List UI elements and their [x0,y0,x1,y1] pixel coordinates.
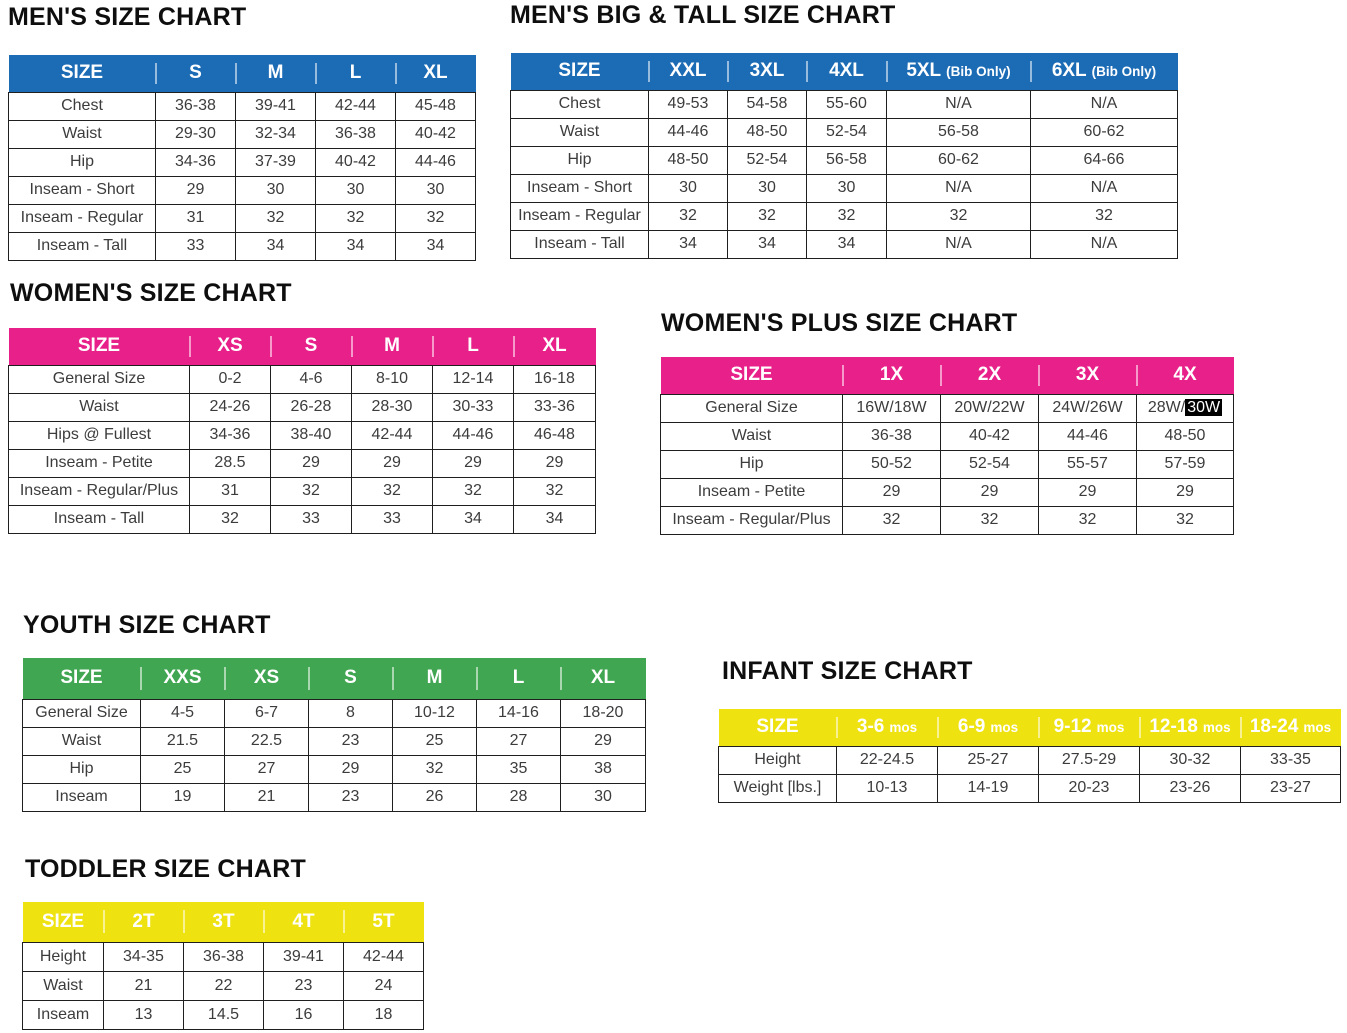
value-cell: 16-18 [514,365,596,393]
value-cell: 6-7 [225,699,309,727]
row-label-cell: Inseam - Petite [661,478,843,506]
value-cell: 30-32 [1140,746,1241,774]
value-cell: 33 [352,505,433,533]
value-cell: 44-46 [396,148,476,176]
table-row [719,746,1341,774]
table-row [511,146,1178,174]
value-cell: 35 [477,755,561,783]
value-cell: 34-36 [190,421,271,449]
header-sublabel: (Bib Only) [1091,64,1157,80]
table-row [9,477,596,505]
value-cell: 38-40 [271,421,352,449]
header-cell: 5T [344,902,424,942]
header-cell: M [236,55,316,92]
table-row [9,148,476,176]
value-cell: 40-42 [396,120,476,148]
header-sublabel: mos [990,720,1019,736]
value-cell: 32 [352,477,433,505]
value-cell: 25 [141,755,225,783]
value-cell: 23-27 [1241,774,1341,802]
value-cell: 32 [236,204,316,232]
value-cell: N/A [887,90,1031,118]
row-label-cell: Hip [511,146,649,174]
row-label-cell: Hip [23,755,141,783]
row-label-cell: Inseam [23,1000,104,1029]
header-cell: M [352,328,433,365]
value-cell: 8 [309,699,393,727]
header-cell: 2X [941,357,1039,394]
value-cell: 60-62 [1031,118,1178,146]
value-cell: 33 [156,232,236,260]
header-sublabel: mos [1096,720,1125,736]
value-cell: 32 [887,202,1031,230]
value-cell: 30-33 [433,393,514,421]
header-cell: SIZE [23,902,104,942]
value-cell: 29 [271,449,352,477]
table-row [661,394,1234,422]
header-row [511,53,1178,90]
header-cell: S [309,658,393,699]
value-cell: 32 [941,506,1039,534]
header-cell: SIZE [9,55,156,92]
header-label: 6XL [1051,60,1087,82]
value-cell: 29 [843,478,941,506]
row-label-cell: Inseam - Regular/Plus [661,506,843,534]
value-cell: 23 [309,727,393,755]
header-cell [807,53,887,90]
value-cell: 56-58 [807,146,887,174]
value-cell: 29 [941,478,1039,506]
row-label-cell: Chest [9,92,156,120]
value-cell: 34 [807,230,887,258]
value-cell: 52-54 [941,450,1039,478]
table-row [661,478,1234,506]
value-cell: 36-38 [843,422,941,450]
value-cell: 32 [807,202,887,230]
row-label-cell: Inseam [23,783,141,811]
value-cell: 33-36 [514,393,596,421]
value-cell: 32 [433,477,514,505]
value-cell: 4-6 [271,365,352,393]
value-cell: 46-48 [514,421,596,449]
value-cell: 45-48 [396,92,476,120]
value-cell: 14-16 [477,699,561,727]
value-cell: 42-44 [316,92,396,120]
header-cell: S [271,328,352,365]
value-cell: 39-41 [236,92,316,120]
table-row [511,90,1178,118]
value-cell: 49-53 [649,90,728,118]
value-cell: 34 [316,232,396,260]
size-value-prefix: 28W/ [1147,399,1186,416]
value-cell: 8-10 [352,365,433,393]
value-cell: 13 [104,1000,184,1029]
row-label-cell: Inseam - Regular [511,202,649,230]
value-cell: 55-60 [807,90,887,118]
value-cell: 30 [728,174,807,202]
infant-size-table [718,709,1341,803]
value-cell: 26-28 [271,393,352,421]
value-cell: 21 [104,971,184,1000]
womens-size-table [8,328,596,534]
value-cell: 16 [264,1000,344,1029]
toddler-chart-title: TODDLER SIZE CHART [25,855,306,883]
value-cell: 29 [352,449,433,477]
value-cell: 10-12 [393,699,477,727]
row-label-cell: Inseam - Regular/Plus [9,477,190,505]
value-cell: 30 [561,783,646,811]
header-cell: XL [561,658,646,699]
header-cell [1241,709,1341,746]
value-cell: 42-44 [344,942,424,971]
row-label-cell: Waist [511,118,649,146]
header-label: XXL [669,60,707,82]
value-cell: 31 [156,204,236,232]
header-cell [837,709,938,746]
row-label-cell: Height [23,942,104,971]
table-row [23,942,424,971]
value-cell: 31 [190,477,271,505]
header-label: 12-18 [1149,716,1198,738]
header-cell: 1X [843,357,941,394]
value-cell: 40-42 [941,422,1039,450]
mens-chart-title: MEN'S SIZE CHART [8,3,247,31]
womens-plus-size-table [660,357,1234,535]
value-cell: 32 [393,755,477,783]
womens-chart-title: WOMEN'S SIZE CHART [10,279,292,307]
value-cell [1137,394,1234,422]
value-cell: 30 [236,176,316,204]
header-cell [1140,709,1241,746]
header-cell: 2T [104,902,184,942]
value-cell: N/A [1031,174,1178,202]
header-cell [511,53,649,90]
value-cell: 22-24.5 [837,746,938,774]
value-cell: 28-30 [352,393,433,421]
value-cell: 33 [271,505,352,533]
row-label-cell: Hip [661,450,843,478]
header-cell [887,53,1031,90]
header-label: SIZE [756,716,799,738]
table-row [661,506,1234,534]
table-row [661,422,1234,450]
header-cell: 4X [1137,357,1234,394]
value-cell: 10-13 [837,774,938,802]
value-cell: 54-58 [728,90,807,118]
value-cell: 32-34 [236,120,316,148]
value-cell: 30 [316,176,396,204]
header-label: 5XL [906,60,942,82]
table-row [511,230,1178,258]
value-cell: 29-30 [156,120,236,148]
table-row [9,505,596,533]
header-cell: SIZE [661,357,843,394]
row-label-cell: Waist [661,422,843,450]
header-row [661,357,1234,394]
value-cell: 0-2 [190,365,271,393]
header-cell: XXS [141,658,225,699]
row-label-cell: Chest [511,90,649,118]
value-cell: 50-52 [843,450,941,478]
value-cell: 24 [344,971,424,1000]
table-row [9,232,476,260]
youth-chart-title: YOUTH SIZE CHART [23,611,271,639]
table-row [661,450,1234,478]
header-label: 4XL [829,60,864,82]
table-row [9,449,596,477]
value-cell: 34 [433,505,514,533]
header-row [23,658,646,699]
header-cell [728,53,807,90]
value-cell: 27 [477,727,561,755]
header-label: 6-9 [957,716,986,738]
youth-size-table [22,658,646,812]
value-cell: 19 [141,783,225,811]
table-row [23,971,424,1000]
value-cell: 48-50 [728,118,807,146]
header-sublabel: (Bib Only) [946,64,1011,80]
value-cell: 52-54 [728,146,807,174]
row-label-cell: Inseam - Petite [9,449,190,477]
row-label-cell: Height [719,746,837,774]
header-cell: XL [396,55,476,92]
value-cell: 32 [514,477,596,505]
header-cell: 3T [184,902,264,942]
table-row [23,755,646,783]
row-label-cell: Inseam - Regular [9,204,156,232]
table-row [511,118,1178,146]
highlighted-size-value: 30W [1187,399,1221,416]
value-cell: 32 [649,202,728,230]
row-label-cell: Inseam - Tall [511,230,649,258]
header-label: 3-6 [856,716,885,738]
table-row [9,204,476,232]
value-cell: 32 [271,477,352,505]
value-cell: 64-66 [1031,146,1178,174]
value-cell: 52-54 [807,118,887,146]
value-cell: 29 [156,176,236,204]
value-cell: 12-14 [433,365,514,393]
value-cell: 32 [1039,506,1137,534]
header-cell: SIZE [23,658,141,699]
value-cell: 29 [514,449,596,477]
value-cell: 34 [236,232,316,260]
value-cell: 34 [728,230,807,258]
value-cell: 34 [396,232,476,260]
header-label: 3XL [749,60,785,82]
table-row [23,1000,424,1029]
row-label-cell: Hips @ Fullest [9,421,190,449]
header-row [719,709,1341,746]
value-cell: N/A [887,174,1031,202]
value-cell: 18-20 [561,699,646,727]
row-label-cell: Inseam - Short [9,176,156,204]
value-cell: 29 [1137,478,1234,506]
header-cell: XS [190,328,271,365]
row-label-cell: Inseam - Tall [9,505,190,533]
value-cell: 32 [316,204,396,232]
table-row [9,421,596,449]
value-cell: 22 [184,971,264,1000]
row-label-cell: General Size [23,699,141,727]
toddler-size-table [22,902,424,1030]
value-cell: 4-5 [141,699,225,727]
value-cell: 32 [728,202,807,230]
value-cell: 32 [1137,506,1234,534]
value-cell: 37-39 [236,148,316,176]
header-row [23,902,424,942]
value-cell: N/A [1031,230,1178,258]
header-sublabel: mos [1202,720,1231,736]
row-label-cell: Waist [9,120,156,148]
header-cell: SIZE [9,328,190,365]
table-row [23,699,646,727]
header-cell: L [316,55,396,92]
value-cell: 29 [309,755,393,783]
value-cell: 14-19 [938,774,1039,802]
header-cell: XL [514,328,596,365]
header-label: SIZE [558,60,601,82]
value-cell: 30 [649,174,728,202]
header-row [9,55,476,92]
row-label-cell: General Size [9,365,190,393]
table-row [23,783,646,811]
header-row [9,328,596,365]
value-cell: 57-59 [1137,450,1234,478]
value-cell: 25-27 [938,746,1039,774]
header-cell: S [156,55,236,92]
value-cell: 48-50 [1137,422,1234,450]
value-cell: 14.5 [184,1000,264,1029]
value-cell: 28 [477,783,561,811]
value-cell: 60-62 [887,146,1031,174]
infant-chart-title: INFANT SIZE CHART [722,657,973,685]
row-label-cell: Waist [23,727,141,755]
value-cell: 27 [225,755,309,783]
mens-size-table [8,55,476,261]
value-cell: 23 [309,783,393,811]
header-label: 18-24 [1249,716,1299,738]
big-tall-size-table [510,53,1178,259]
table-row [9,393,596,421]
value-cell: 29 [1039,478,1137,506]
value-cell: 29 [561,727,646,755]
value-cell: 20-23 [1039,774,1140,802]
value-cell: 23 [264,971,344,1000]
value-cell: 44-46 [433,421,514,449]
value-cell: 25 [393,727,477,755]
value-cell: 29 [433,449,514,477]
big-tall-chart-title: MEN'S BIG & TALL SIZE CHART [510,1,896,29]
table-row [9,120,476,148]
value-cell: 32 [190,505,271,533]
value-cell: 40-42 [316,148,396,176]
value-cell: 24W/26W [1039,394,1137,422]
value-cell: 44-46 [649,118,728,146]
table-row [511,174,1178,202]
value-cell: 28.5 [190,449,271,477]
value-cell: 21 [225,783,309,811]
header-cell: L [433,328,514,365]
header-cell [1039,709,1140,746]
row-label-cell: General Size [661,394,843,422]
value-cell: 24-26 [190,393,271,421]
table-row [9,176,476,204]
header-cell: L [477,658,561,699]
value-cell: 36-38 [184,942,264,971]
header-sublabel: mos [1303,720,1332,736]
value-cell: N/A [887,230,1031,258]
value-cell: 36-38 [156,92,236,120]
value-cell: 27.5-29 [1039,746,1140,774]
value-cell: 32 [843,506,941,534]
table-row [9,92,476,120]
header-cell [1031,53,1178,90]
value-cell: 30 [396,176,476,204]
value-cell: 38 [561,755,646,783]
table-row [9,365,596,393]
value-cell: 32 [396,204,476,232]
value-cell: 56-58 [887,118,1031,146]
value-cell: 23-26 [1140,774,1241,802]
value-cell: 55-57 [1039,450,1137,478]
header-label: 9-12 [1053,716,1092,738]
row-label-cell: Inseam - Tall [9,232,156,260]
row-label-cell: Waist [9,393,190,421]
header-cell: M [393,658,477,699]
value-cell: 18 [344,1000,424,1029]
value-cell: 34-36 [156,148,236,176]
value-cell: 32 [1031,202,1178,230]
value-cell: 36-38 [316,120,396,148]
value-cell: 26 [393,783,477,811]
header-cell [719,709,837,746]
value-cell: 33-35 [1241,746,1341,774]
value-cell: 34 [514,505,596,533]
value-cell: 34-35 [104,942,184,971]
value-cell: 30 [807,174,887,202]
value-cell: 34 [649,230,728,258]
table-row [511,202,1178,230]
header-cell [649,53,728,90]
value-cell: 22.5 [225,727,309,755]
value-cell: 16W/18W [843,394,941,422]
header-cell [938,709,1039,746]
value-cell: 20W/22W [941,394,1039,422]
value-cell: 48-50 [649,146,728,174]
header-sublabel: mos [889,720,918,736]
value-cell: 44-46 [1039,422,1137,450]
header-cell: XS [225,658,309,699]
row-label-cell: Weight [lbs.] [719,774,837,802]
value-cell: N/A [1031,90,1178,118]
header-cell: 4T [264,902,344,942]
row-label-cell: Hip [9,148,156,176]
row-label-cell: Waist [23,971,104,1000]
value-cell: 39-41 [264,942,344,971]
table-row [23,727,646,755]
row-label-cell: Inseam - Short [511,174,649,202]
table-row [719,774,1341,802]
value-cell: 21.5 [141,727,225,755]
header-cell: 3X [1039,357,1137,394]
value-cell: 42-44 [352,421,433,449]
womens-plus-chart-title: WOMEN'S PLUS SIZE CHART [661,309,1018,337]
